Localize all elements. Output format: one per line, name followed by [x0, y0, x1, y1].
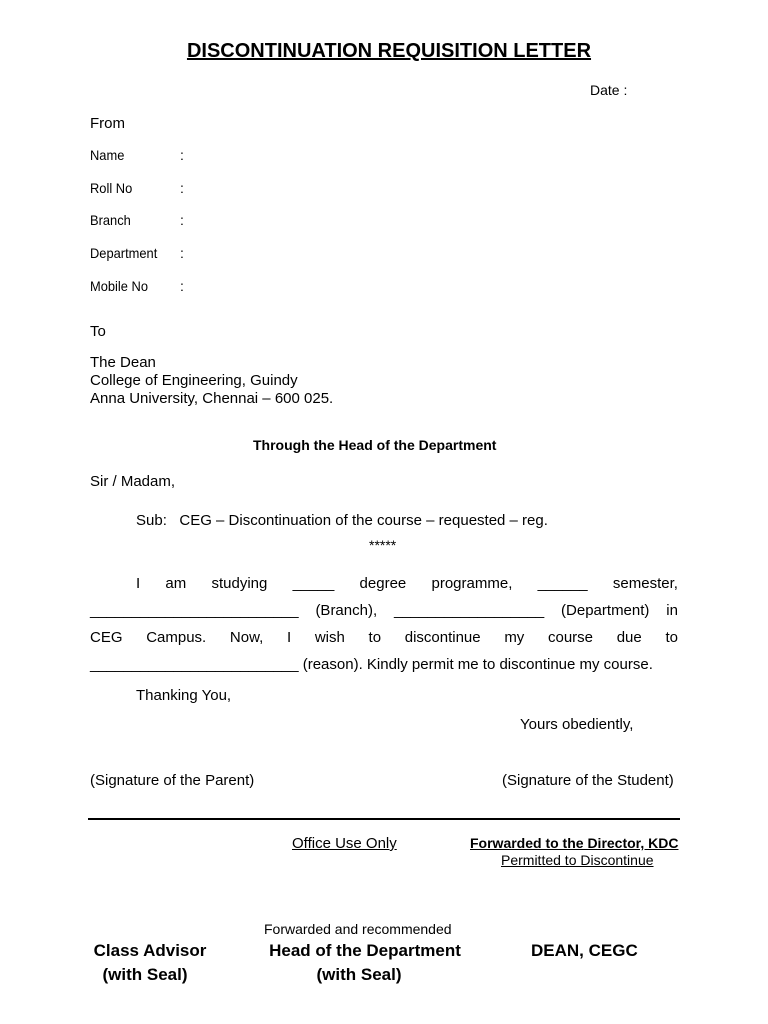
body-word: due: [616, 629, 642, 646]
office-use-only: Office Use Only: [292, 835, 397, 852]
body-word: I: [286, 629, 292, 646]
body-blank: _________________________: [90, 602, 299, 619]
separator-stars: *****: [369, 537, 397, 553]
signature-student: (Signature of the Student): [502, 772, 674, 789]
class-advisor-seal: (with Seal): [102, 965, 188, 984]
mobile-no-colon: :: [180, 278, 184, 294]
body-blank: ______: [537, 575, 588, 592]
address-line-3: Anna University, Chennai – 600 025.: [90, 390, 334, 407]
mobile-no-label: Mobile No: [90, 278, 148, 294]
body-word: discontinue: [404, 629, 481, 646]
address-line-1: The Dean: [90, 354, 156, 371]
body-word: to: [665, 629, 678, 646]
class-advisor-title: Class Advisor: [93, 941, 207, 960]
body-line-4: _________________________ (reason). Kindly permit me to discontinue my course.: [90, 656, 653, 673]
thanking-you: Thanking You,: [136, 687, 232, 704]
forwarded-to-director: Forwarded to the Director, KDC: [470, 835, 679, 851]
body-word: course: [548, 629, 594, 646]
name-colon: :: [180, 147, 184, 163]
body-blank: __________________: [394, 602, 545, 619]
dean-title: DEAN, CEGC: [531, 941, 638, 960]
body-word: to: [368, 629, 382, 646]
body-word: am: [165, 575, 187, 592]
date-label: Date :: [590, 82, 628, 98]
body-word: studying: [211, 575, 268, 592]
body-line-2: [90, 602, 678, 619]
roll-no-label: Roll No: [90, 180, 133, 196]
body-word: Now,: [229, 629, 264, 646]
signature-parent: (Signature of the Parent): [90, 772, 255, 789]
body-word: (Branch),: [315, 602, 378, 619]
body-line-1: [136, 575, 678, 592]
to-label: To: [90, 323, 106, 340]
body-word: CEG: [90, 629, 123, 646]
body-blank: _____: [292, 575, 335, 592]
forwarded-recommended: Forwarded and recommended: [264, 921, 452, 937]
department-label: Department: [90, 245, 158, 261]
name-label: Name: [90, 147, 125, 163]
yours-obediently: Yours obediently,: [520, 716, 634, 733]
from-label: From: [90, 115, 125, 132]
body-word: my: [504, 629, 525, 646]
branch-colon: :: [180, 212, 184, 228]
body-word: degree: [359, 575, 407, 592]
salutation: Sir / Madam,: [90, 473, 176, 490]
letter-title: DISCONTINUATION REQUISITION LETTER: [186, 40, 592, 62]
hod-title: Head of the Department: [269, 941, 461, 960]
department-colon: :: [180, 245, 184, 261]
divider-line: [88, 818, 680, 820]
body-word: programme,: [431, 575, 513, 592]
roll-no-colon: :: [180, 180, 184, 196]
subject-line: Sub: CEG – Discontinuation of the course – requested – reg.: [136, 512, 548, 529]
body-word: (Department): [561, 602, 650, 619]
body-word: in: [666, 602, 678, 619]
address-line-2: College of Engineering, Guindy: [90, 372, 298, 389]
body-line-3: [90, 629, 678, 646]
hod-seal: (with Seal): [316, 965, 402, 984]
branch-label: Branch: [90, 212, 131, 228]
body-word: I: [136, 575, 141, 592]
through-hod: Through the Head of the Department: [253, 437, 497, 453]
permitted-to-discontinue: Permitted to Discontinue: [501, 852, 654, 868]
body-word: wish: [314, 629, 345, 646]
body-word: semester,: [612, 575, 678, 592]
body-word: Campus.: [146, 629, 207, 646]
